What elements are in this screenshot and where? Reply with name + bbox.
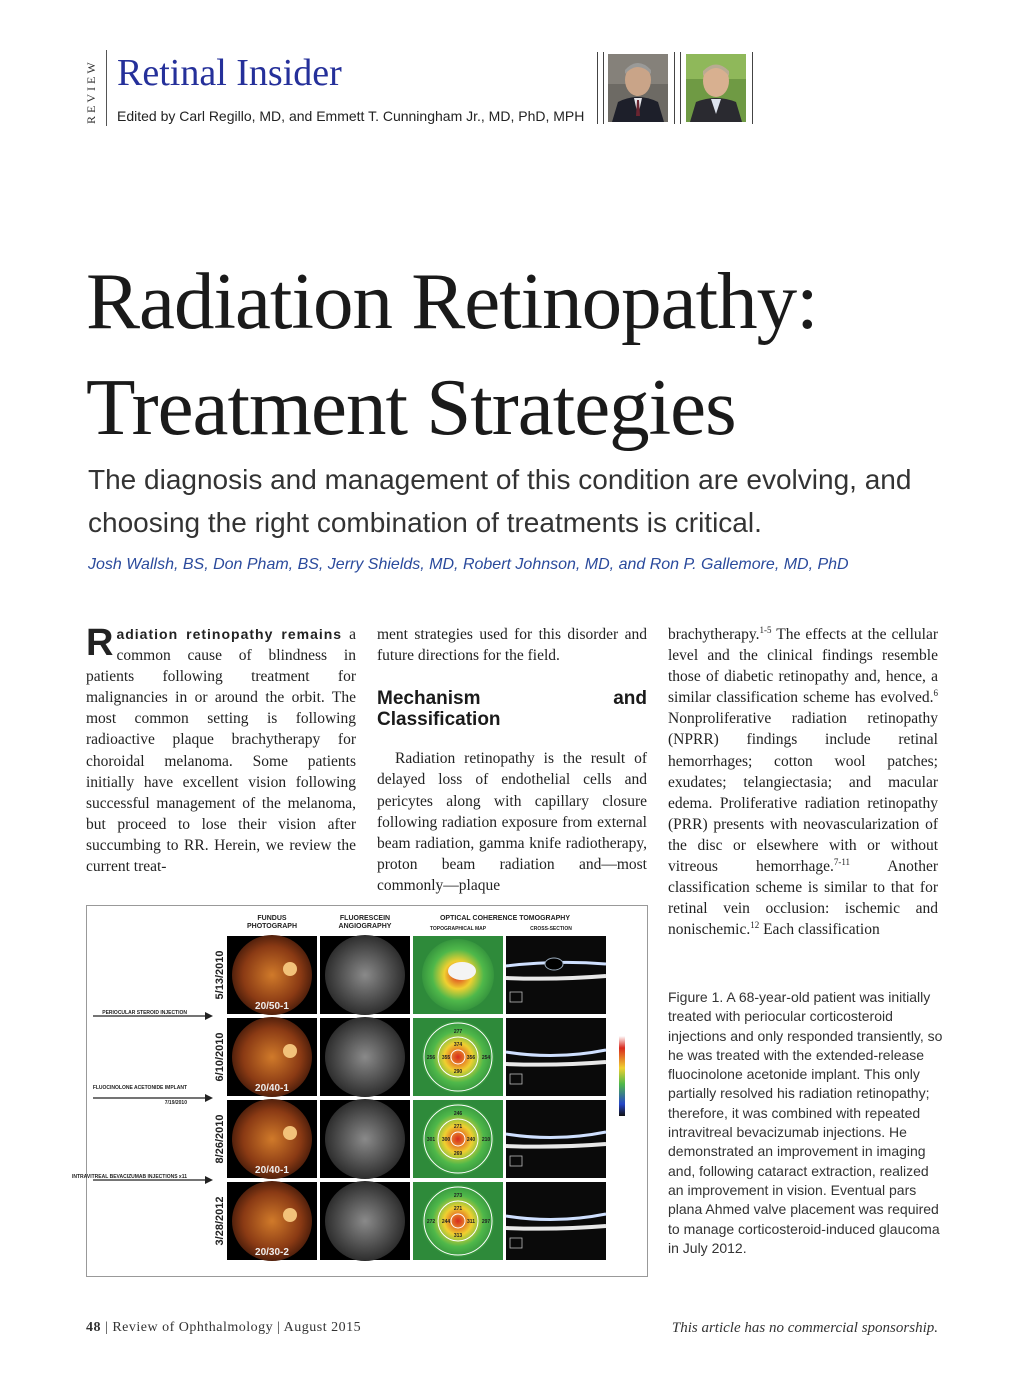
lead-in: adiation retinopathy remains [116, 626, 343, 642]
treatment-label: PERIOCULAR STEROID INJECTION [102, 1010, 187, 1016]
body-column-1 [86, 624, 356, 877]
visual-acuity: 20/50-1 [255, 1001, 289, 1012]
article-authors: Josh Wallsh, BS, Don Pham, BS, Jerry Shields, MD, Robert Johnson, MD, and Ron P. Gallemore, MD, PhD [88, 556, 849, 573]
fig-header-fa: FLUORESCEIN [339, 915, 391, 922]
fig-header-cross: CROSS-SECTION [530, 926, 572, 932]
fig-header-fundus: PHOTOGRAPH [246, 923, 298, 930]
treatment-label: 7/19/2010 [164, 1100, 187, 1106]
fa-image [325, 1181, 405, 1261]
oct-color-scale [619, 1036, 625, 1116]
topo-value: 300 [441, 1137, 451, 1143]
fig-date-label: 3/28/2012 [214, 1196, 226, 1246]
drop-cap: R [86, 622, 114, 664]
figure-1 [71, 905, 648, 1277]
topo-value: 240 [466, 1137, 476, 1143]
reference: 6 [933, 688, 938, 699]
fig-date-label: 8/26/2010 [214, 1114, 226, 1164]
treatment-arrow-head [205, 1176, 213, 1184]
sponsorship-note: This article has no commercial sponsorship. [671, 1320, 938, 1336]
topo-value: 273 [453, 1193, 463, 1199]
fig-date-label: 6/10/2010 [214, 1032, 226, 1082]
article-deck: The diagnosis and management of this condition are evolving, and choosing the right combination of treatments is critical. [88, 464, 912, 538]
reference: 12 [750, 920, 760, 931]
journal-name: Review of Ophthalmology [112, 1320, 274, 1335]
topo-value: 277 [453, 1029, 463, 1035]
reference: 7-11 [833, 856, 851, 867]
treatment-label: FLUOCINOLONE ACETONIDE IMPLANT [92, 1085, 187, 1091]
editors-line: Edited by Carl Regillo, MD, and Emmett T. Cunningham Jr., MD, PhD, MPH [117, 108, 585, 124]
article-title: Radiation Retinopathy: Treatment Strategies [86, 256, 818, 452]
body-text: Radiation retinopathy is the result of delayed loss of endothelial cells and pericytes along with capillary closure following radiation exposure from external beam radiation, gamma knife radiotherapy, proton beam radiation and—most commonly—plaque [377, 750, 647, 894]
body-column-2 [377, 624, 647, 896]
topo-value: 244 [441, 1219, 451, 1225]
treatment-arrow-head [205, 1012, 213, 1020]
page-number: 48 [86, 1320, 101, 1335]
editor-photo-regillo [608, 54, 668, 122]
photo-rule [597, 52, 598, 124]
fig-date-label: 5/13/2010 [214, 950, 226, 1000]
topo-value: 297 [481, 1219, 491, 1225]
optic-disc [283, 962, 297, 976]
column-title: Retinal Insider [117, 52, 342, 94]
topo-value: 301 [426, 1137, 436, 1143]
figure-image [71, 906, 647, 1276]
issue-date: August 2015 [283, 1320, 362, 1335]
photo-rule [674, 52, 675, 124]
editor-photo-cunningham [686, 54, 746, 122]
topo-value: 246 [453, 1111, 463, 1117]
optic-disc [283, 1044, 297, 1058]
topo-value: 254 [481, 1055, 491, 1061]
topo-value: 290 [453, 1069, 463, 1075]
section-heading: Mechanism and Classification [377, 688, 647, 731]
topo-value: 210 [481, 1137, 491, 1143]
topo-value: 313 [453, 1233, 463, 1239]
topo-value: 271 [453, 1206, 463, 1212]
visual-acuity: 20/40-1 [255, 1165, 289, 1176]
topo-value: 272 [426, 1219, 436, 1225]
topo-value: 356 [466, 1055, 476, 1061]
figure-caption: Figure 1. A 68-year-old patient was initially treated with periocular corticosteroid injections and only responded transiently, so he was treated with the extended-release fluocinolone acetonide implant. This only partially resolved his radiation retinopathy; therefore, it was combined with repeated intravitreal bevacizumab injections. He demonstrated an improvement in imaging and, following cataract extraction, realized an improvement in vision. Eventual pars plana Ahmed valve placement was required to manage corticosteroid-induced glaucoma in July 2012. [668, 989, 943, 1256]
header-rule [106, 50, 107, 126]
photo-rule [603, 52, 604, 124]
cystoid-space [545, 958, 563, 970]
topo-value: 311 [466, 1219, 476, 1225]
topo-value: 269 [453, 1151, 463, 1157]
treatment-label: INTRAVITREAL BEVACIZUMAB INJECTIONS x11 [71, 1174, 187, 1180]
page-footer: 48 | Review of Ophthalmology | August 2015 [86, 1320, 362, 1335]
visual-acuity: 20/30-2 [255, 1247, 289, 1258]
optic-disc [283, 1126, 297, 1140]
topo-value: 374 [453, 1042, 463, 1048]
optic-disc [283, 1208, 297, 1222]
fa-image [325, 935, 405, 1015]
fa-image [325, 1017, 405, 1097]
section-tag: REVIEW [84, 59, 98, 124]
reference: 1-5 [759, 624, 772, 635]
topo-value: 355 [441, 1055, 451, 1061]
body-column-3: brachytherapy.$^{1-5}$ The effects at the cellular level and the clinical findings resemble those of diabetic retinopathy and, hence, a similar classification scheme has evolved.$^6$ Nonproliferative radiation retinopathy (NPRR) findings include retinal hemorrhages; cotton wool patches; exudates; telangiectasia; and macular edema. Proliferative radiation retinopathy (PRR) presents with neovascularization of the disc or elsewhere with or without vitreous hemorrhage.$^{7-11}$ Another classification scheme is similar to that for retinal vein occlusion: ischemic and nonischemic.$^{12}$ Each classification [668, 624, 938, 939]
topo-value: 256 [426, 1055, 436, 1061]
photo-rule [680, 52, 681, 124]
photo-rule [752, 52, 753, 124]
treatment-arrow-head [205, 1094, 213, 1102]
fa-image [325, 1099, 405, 1179]
fig-header-oct: OPTICAL COHERENCE TOMOGRAPHY [439, 915, 571, 922]
fig-header-topo: TOPOGRAPHICAL MAP [429, 926, 487, 932]
body-text: a common cause of blindness in patients following treatment for malignancies in or around the orbit. The most common setting is following radioactive plaque brachytherapy for choroidal melanoma. Some patients initially have excellent vision following successful management of the melanoma, but proceed to lose their vision after succumbing to RR. Herein, we review the current treat- [86, 626, 357, 876]
topo-hotspot [448, 962, 476, 980]
fig-header-fa: ANGIOGRAPHY [338, 923, 392, 930]
fig-header-fundus: FUNDUS [257, 915, 287, 922]
visual-acuity: 20/40-1 [255, 1083, 289, 1094]
body-text: ment strategies used for this disorder and future directions for the field. [377, 626, 647, 665]
topo-value: 271 [453, 1124, 463, 1130]
